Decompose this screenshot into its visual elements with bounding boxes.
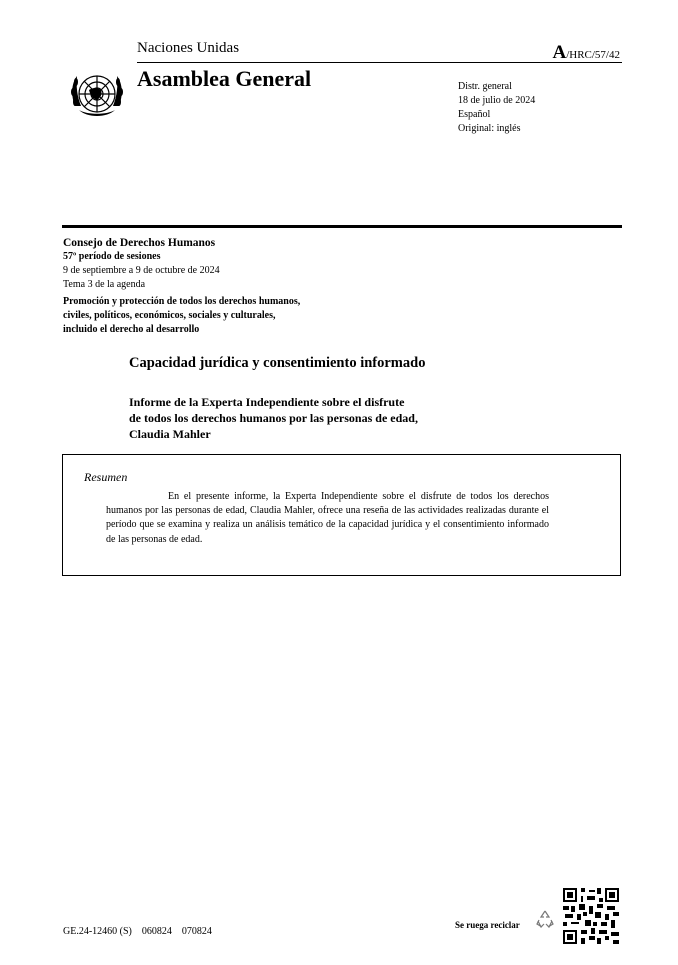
agenda-title-line: incluido el derecho al desarrollo bbox=[63, 324, 200, 335]
symbol-prefix: A bbox=[552, 42, 567, 63]
meeting-block bbox=[63, 236, 220, 292]
subtitle-line: Informe de la Experta Independiente sobre el disfrute bbox=[129, 395, 405, 409]
distribution-type: Distr. general bbox=[458, 81, 512, 92]
session-number: 57º período de sesiones bbox=[63, 251, 161, 262]
recycle-notice: Se ruega reciclar bbox=[455, 920, 520, 930]
un-emblem-icon bbox=[67, 66, 127, 126]
subtitle-line: de todos los derechos humanos por las personas de edad, bbox=[129, 411, 418, 425]
document-language: Español bbox=[458, 109, 491, 120]
section-rule bbox=[62, 225, 622, 228]
agenda-title-line: Promoción y protección de todos los derechos humanos, bbox=[63, 296, 301, 307]
qr-code-icon bbox=[563, 888, 619, 944]
distribution-block bbox=[458, 80, 535, 136]
summary-label: Resumen bbox=[84, 470, 128, 484]
document-subtitle bbox=[129, 394, 418, 442]
document-date: 18 de julio de 2024 bbox=[458, 95, 536, 106]
recycle-icon bbox=[534, 908, 556, 930]
organization-name: Naciones Unidas bbox=[137, 40, 240, 56]
agenda-item-title bbox=[63, 295, 300, 337]
session-dates: 9 de septiembre a 9 de octubre de 2024 bbox=[63, 265, 220, 276]
subtitle-line: Claudia Mahler bbox=[129, 427, 211, 441]
agenda-item: Tema 3 de la agenda bbox=[63, 279, 146, 290]
symbol-rest: /HRC/57/42 bbox=[566, 49, 620, 61]
header-rule bbox=[137, 62, 622, 63]
agenda-title-line: civiles, políticos, económicos, sociales y culturales, bbox=[63, 310, 276, 321]
job-number: GE.24-12460 (S) 060824 070824 bbox=[63, 926, 212, 937]
assembly-title: Asamblea General bbox=[137, 66, 312, 91]
original-language: Original: inglés bbox=[458, 123, 521, 134]
document-symbol bbox=[552, 42, 620, 64]
summary-text: En el presente informe, la Experta Independiente sobre el disfrute de todos los derechos humanos por las personas de edad, Claudia Mahler, ofrece una reseña de las actividades realizadas durante el período que se examina y realiza un análisis temático de la capacidad jurídica y el consentimiento informado de las personas de edad. bbox=[106, 491, 549, 545]
document-title: Capacidad jurídica y consentimiento informado bbox=[129, 355, 426, 371]
council-name: Consejo de Derechos Humanos bbox=[63, 237, 216, 249]
